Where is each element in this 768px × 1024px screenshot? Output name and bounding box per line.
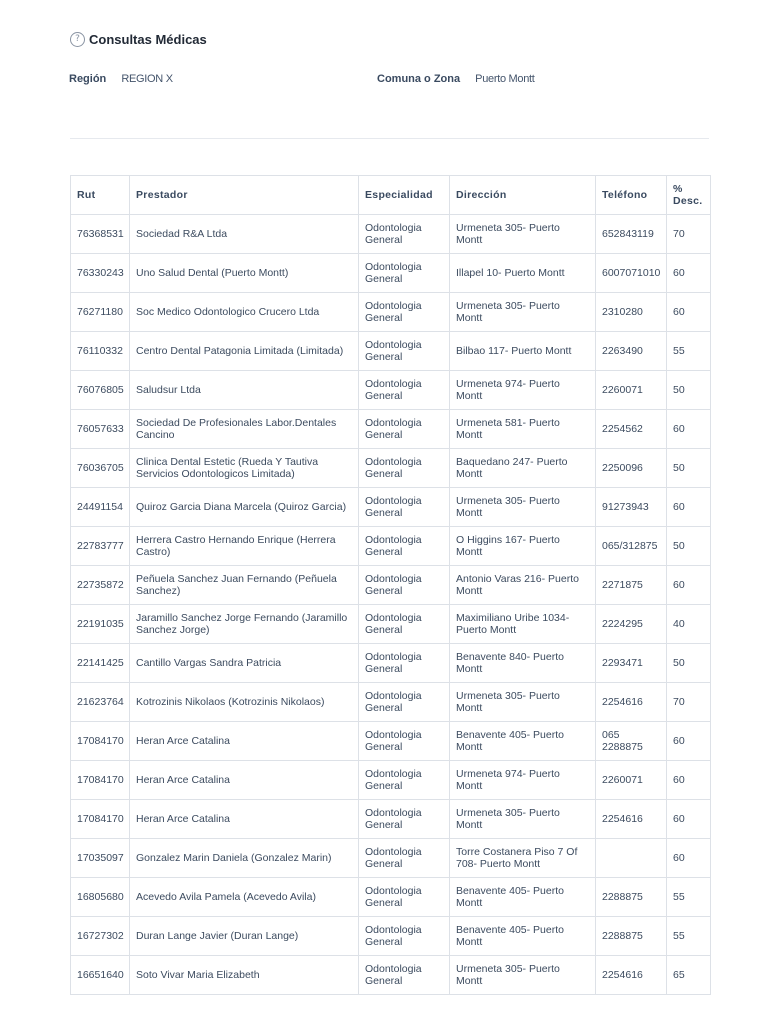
descuento-cell: 50 — [667, 371, 711, 410]
table-row — [71, 644, 711, 683]
direccion-cell: Urmeneta 974- Puerto Montt — [450, 371, 596, 410]
especialidad-cell: Odontologia General — [359, 410, 450, 449]
prestador-cell: Clinica Dental Estetic (Rueda Y Tautiva Servicios Odontologicos Limitada) — [130, 449, 359, 488]
descuento-cell: 60 — [667, 293, 711, 332]
telefono-cell: 652843119 — [596, 215, 667, 254]
descuento-cell: 60 — [667, 566, 711, 605]
especialidad-cell: Odontologia General — [359, 332, 450, 371]
prestador-cell: Jaramillo Sanchez Jorge Fernando (Jaramillo Sanchez Jorge) — [130, 605, 359, 644]
direccion-cell: Benavente 840- Puerto Montt — [450, 644, 596, 683]
prestador-cell: Kotrozinis Nikolaos (Kotrozinis Nikolaos) — [130, 683, 359, 722]
direccion-cell: Urmeneta 974- Puerto Montt — [450, 761, 596, 800]
table-row — [71, 761, 711, 800]
telefono-cell: 2254562 — [596, 410, 667, 449]
telefono-cell: 2260071 — [596, 761, 667, 800]
especialidad-cell: Odontologia General — [359, 956, 450, 995]
direccion-cell: Benavente 405- Puerto Montt — [450, 722, 596, 761]
direccion-cell: Urmeneta 305- Puerto Montt — [450, 683, 596, 722]
region-filter — [69, 73, 173, 85]
prestador-cell: Saludsur Ltda — [130, 371, 359, 410]
telefono-cell: 91273943 — [596, 488, 667, 527]
descuento-cell: 70 — [667, 683, 711, 722]
prestador-cell: Cantillo Vargas Sandra Patricia — [130, 644, 359, 683]
prestador-cell: Peñuela Sanchez Juan Fernando (Peñuela Sanchez) — [130, 566, 359, 605]
direccion-cell: Baquedano 247- Puerto Montt — [450, 449, 596, 488]
descuento-cell: 70 — [667, 215, 711, 254]
especialidad-cell: Odontologia General — [359, 293, 450, 332]
rut-cell: 17084170 — [71, 761, 130, 800]
table-row — [71, 488, 711, 527]
rut-cell: 24491154 — [71, 488, 130, 527]
prestador-cell: Duran Lange Javier (Duran Lange) — [130, 917, 359, 956]
prestador-cell: Gonzalez Marin Daniela (Gonzalez Marin) — [130, 839, 359, 878]
telefono-cell — [596, 839, 667, 878]
direccion-cell: Antonio Varas 216- Puerto Montt — [450, 566, 596, 605]
telefono-cell: 2271875 — [596, 566, 667, 605]
direccion-cell: O Higgins 167- Puerto Montt — [450, 527, 596, 566]
divider — [70, 138, 709, 139]
comuna-value: Puerto Montt — [475, 73, 535, 85]
direccion-cell: Illapel 10- Puerto Montt — [450, 254, 596, 293]
direccion-cell: Benavente 405- Puerto Montt — [450, 878, 596, 917]
page-header — [70, 32, 207, 47]
rut-cell: 17084170 — [71, 722, 130, 761]
telefono-cell: 2254616 — [596, 956, 667, 995]
telefono-cell: 065 2288875 — [596, 722, 667, 761]
prestador-cell: Centro Dental Patagonia Limitada (Limitada) — [130, 332, 359, 371]
comuna-filter — [377, 73, 535, 85]
especialidad-cell: Odontologia General — [359, 722, 450, 761]
telefono-cell: 2254616 — [596, 800, 667, 839]
table-row — [71, 878, 711, 917]
descuento-cell: 60 — [667, 488, 711, 527]
direccion-cell: Bilbao 117- Puerto Montt — [450, 332, 596, 371]
rut-cell: 22783777 — [71, 527, 130, 566]
column-header-descuento: % Desc. — [667, 176, 711, 215]
column-header-telefono: Teléfono — [596, 176, 667, 215]
region-value: REGION X — [121, 73, 173, 85]
especialidad-cell: Odontologia General — [359, 644, 450, 683]
telefono-cell: 2263490 — [596, 332, 667, 371]
especialidad-cell: Odontologia General — [359, 605, 450, 644]
table-row — [71, 293, 711, 332]
table-row — [71, 839, 711, 878]
direccion-cell: Urmeneta 305- Puerto Montt — [450, 800, 596, 839]
especialidad-cell: Odontologia General — [359, 527, 450, 566]
prestador-cell: Uno Salud Dental (Puerto Montt) — [130, 254, 359, 293]
column-header-rut: Rut — [71, 176, 130, 215]
column-header-especialidad: Especialidad — [359, 176, 450, 215]
descuento-cell: 55 — [667, 878, 711, 917]
descuento-cell: 50 — [667, 644, 711, 683]
descuento-cell: 55 — [667, 332, 711, 371]
rut-cell: 16805680 — [71, 878, 130, 917]
column-header-prestador: Prestador — [130, 176, 359, 215]
descuento-cell: 60 — [667, 254, 711, 293]
rut-cell: 22141425 — [71, 644, 130, 683]
rut-cell: 76330243 — [71, 254, 130, 293]
prestador-cell: Acevedo Avila Pamela (Acevedo Avila) — [130, 878, 359, 917]
rut-cell: 76057633 — [71, 410, 130, 449]
descuento-cell: 50 — [667, 449, 711, 488]
telefono-cell: 6007071010 — [596, 254, 667, 293]
direccion-cell: Urmeneta 305- Puerto Montt — [450, 488, 596, 527]
rut-cell: 22735872 — [71, 566, 130, 605]
table-row — [71, 254, 711, 293]
rut-cell: 76271180 — [71, 293, 130, 332]
prestador-cell: Heran Arce Catalina — [130, 761, 359, 800]
table-row — [71, 683, 711, 722]
direccion-cell: Maximiliano Uribe 1034- Puerto Montt — [450, 605, 596, 644]
prestador-cell: Heran Arce Catalina — [130, 800, 359, 839]
table-row — [71, 371, 711, 410]
prestador-cell: Soto Vivar Maria Elizabeth — [130, 956, 359, 995]
especialidad-cell: Odontologia General — [359, 878, 450, 917]
rut-cell: 21623764 — [71, 683, 130, 722]
table-row — [71, 605, 711, 644]
especialidad-cell: Odontologia General — [359, 449, 450, 488]
direccion-cell: Urmeneta 305- Puerto Montt — [450, 956, 596, 995]
prestador-cell: Sociedad De Profesionales Labor.Dentales Cancino — [130, 410, 359, 449]
descuento-cell: 60 — [667, 722, 711, 761]
rut-cell: 76036705 — [71, 449, 130, 488]
direccion-cell: Urmeneta 305- Puerto Montt — [450, 293, 596, 332]
prestador-cell: Heran Arce Catalina — [130, 722, 359, 761]
column-header-direccion: Dirección — [450, 176, 596, 215]
especialidad-cell: Odontologia General — [359, 683, 450, 722]
table-row — [71, 410, 711, 449]
direccion-cell: Benavente 405- Puerto Montt — [450, 917, 596, 956]
especialidad-cell: Odontologia General — [359, 215, 450, 254]
descuento-cell: 50 — [667, 527, 711, 566]
rut-cell: 17035097 — [71, 839, 130, 878]
rut-cell: 76076805 — [71, 371, 130, 410]
especialidad-cell: Odontologia General — [359, 254, 450, 293]
prestador-cell: Soc Medico Odontologico Crucero Ltda — [130, 293, 359, 332]
rut-cell: 17084170 — [71, 800, 130, 839]
direccion-cell: Torre Costanera Piso 7 Of 708- Puerto Montt — [450, 839, 596, 878]
rut-cell: 16727302 — [71, 917, 130, 956]
especialidad-cell: Odontologia General — [359, 839, 450, 878]
telefono-cell: 2250096 — [596, 449, 667, 488]
table-row — [71, 917, 711, 956]
telefono-cell: 2310280 — [596, 293, 667, 332]
prestador-cell: Herrera Castro Hernando Enrique (Herrera Castro) — [130, 527, 359, 566]
descuento-cell: 55 — [667, 917, 711, 956]
rut-cell: 76110332 — [71, 332, 130, 371]
especialidad-cell: Odontologia General — [359, 371, 450, 410]
page-title: Consultas Médicas — [89, 32, 207, 47]
especialidad-cell: Odontologia General — [359, 917, 450, 956]
direccion-cell: Urmeneta 305- Puerto Montt — [450, 215, 596, 254]
descuento-cell: 40 — [667, 605, 711, 644]
descuento-cell: 60 — [667, 800, 711, 839]
table-row — [71, 566, 711, 605]
telefono-cell: 2288875 — [596, 878, 667, 917]
table-row — [71, 449, 711, 488]
table-row — [71, 722, 711, 761]
providers-table — [70, 175, 711, 995]
table-row — [71, 215, 711, 254]
especialidad-cell: Odontologia General — [359, 488, 450, 527]
especialidad-cell: Odontologia General — [359, 800, 450, 839]
table-row — [71, 956, 711, 995]
direccion-cell: Urmeneta 581- Puerto Montt — [450, 410, 596, 449]
especialidad-cell: Odontologia General — [359, 761, 450, 800]
prestador-cell: Quiroz Garcia Diana Marcela (Quiroz Garcia) — [130, 488, 359, 527]
descuento-cell: 60 — [667, 761, 711, 800]
rut-cell: 16651640 — [71, 956, 130, 995]
telefono-cell: 2224295 — [596, 605, 667, 644]
table-row — [71, 332, 711, 371]
rut-cell: 22191035 — [71, 605, 130, 644]
especialidad-cell: Odontologia General — [359, 566, 450, 605]
table-header-row — [71, 176, 711, 215]
table-row — [71, 800, 711, 839]
telefono-cell: 2293471 — [596, 644, 667, 683]
telefono-cell: 2288875 — [596, 917, 667, 956]
table-body — [71, 215, 711, 995]
descuento-cell: 60 — [667, 410, 711, 449]
telefono-cell: 065/312875 — [596, 527, 667, 566]
question-circle-icon[interactable]: ? — [70, 32, 85, 47]
rut-cell: 76368531 — [71, 215, 130, 254]
descuento-cell: 65 — [667, 956, 711, 995]
prestador-cell: Sociedad R&A Ltda — [130, 215, 359, 254]
telefono-cell: 2260071 — [596, 371, 667, 410]
telefono-cell: 2254616 — [596, 683, 667, 722]
descuento-cell: 60 — [667, 839, 711, 878]
table-row — [71, 527, 711, 566]
region-label: Región — [69, 73, 107, 85]
comuna-label: Comuna o Zona — [377, 73, 461, 85]
